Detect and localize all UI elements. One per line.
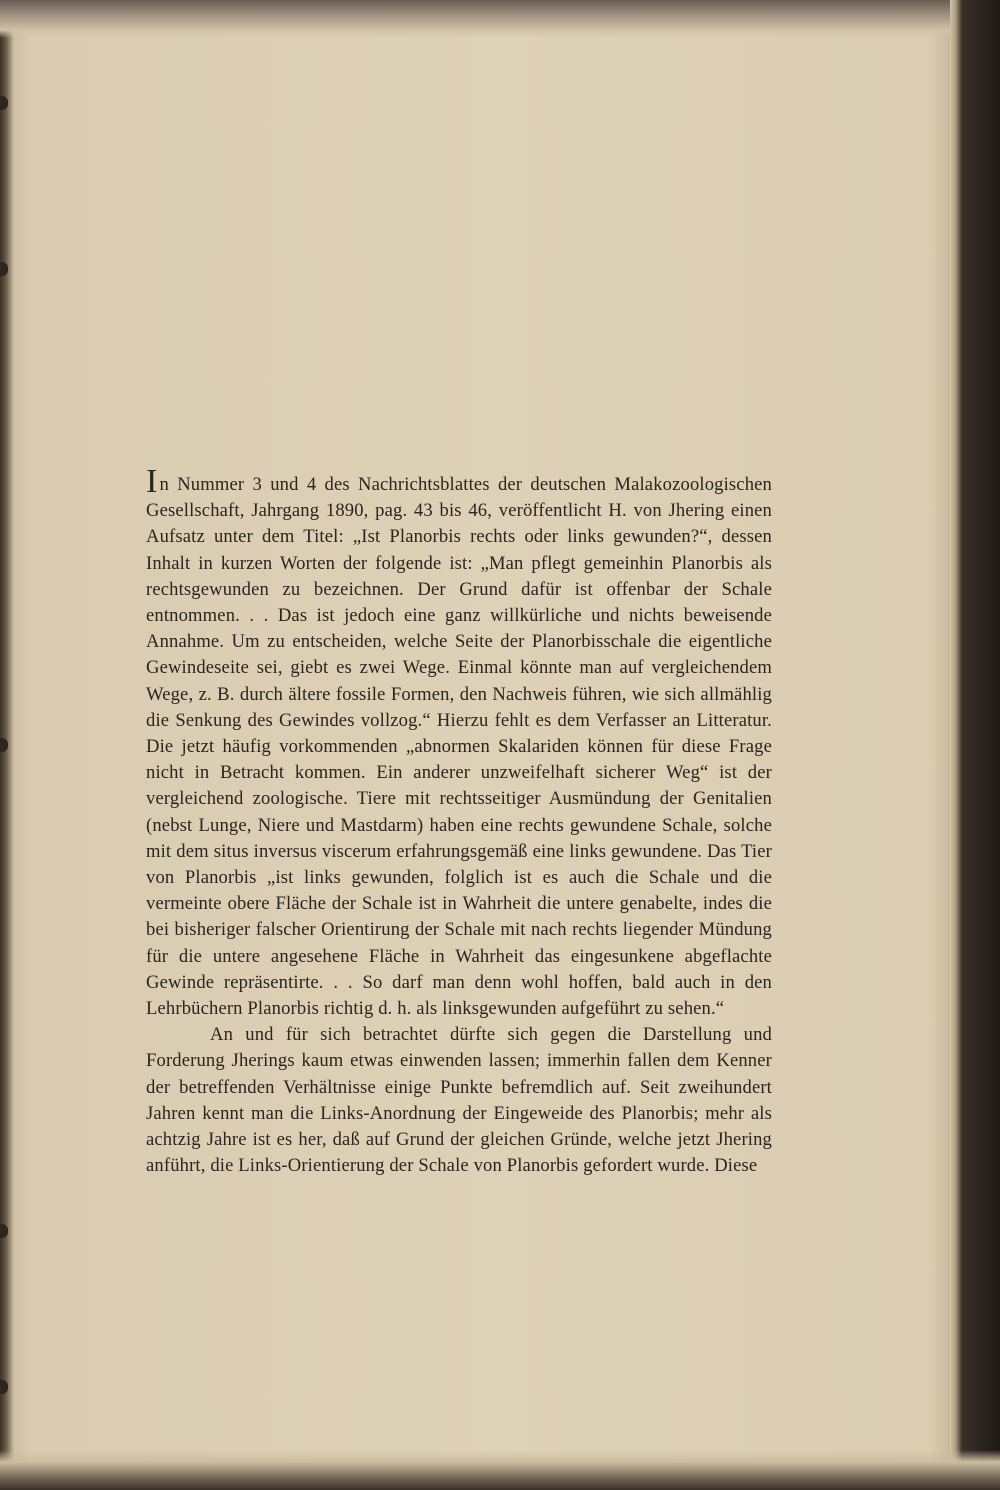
binding-thread-mark xyxy=(0,96,8,110)
initial-letter: I xyxy=(146,463,158,500)
page-bottom-edge xyxy=(0,1450,1000,1490)
body-text xyxy=(146,463,772,1179)
paragraph-2: An und für sich betrachtet dürfte sich gegen die Darstellung und Forderung Jherings kaum etwas einwenden lassen; immerhin fallen dem Kenner der betreffenden Verhältnisse einige Punkte befremdlich auf. Seit zweihundert Jahren kennt man die Links-Anordnung der Eingeweide des Planorbis; mehr als achtzig Jahre ist es her, daß auf Grund der gleichen Gründe, welche jetzt Jhering anführt, die Links-Orientierung der Schale von Planorbis gefordert wurde. Diese xyxy=(146,1024,772,1177)
page-top-edge xyxy=(0,0,1000,38)
binding-thread-mark xyxy=(0,1224,8,1238)
binding-thread-mark xyxy=(0,738,8,752)
paragraph-1 xyxy=(146,463,772,1022)
book-cover-edge xyxy=(950,0,1000,1490)
binding-thread-mark xyxy=(0,1380,8,1394)
binding-thread-mark xyxy=(0,262,8,276)
paragraph-1-text: n Nummer 3 und 4 des Nachrichtsblattes der deutschen Malakozoologischen Gesellschaft, Jahrgang 1890, pag. 43 bis 46, veröffentlicht H. von Jhering einen Aufsatz unter dem Titel: „Ist Planorbis rechts oder links gewunden?“, dessen Inhalt in kurzen Worten der folgende ist: „Man pflegt gemeinhin Planorbis als rechtsgewunden zu bezeichnen. Der Grund dafür ist offenbar der Schale entnommen. . . Das ist jedoch eine ganz willkürliche und nichts beweisende Annahme. Um zu entscheiden, welche Seite der Planorbisschale die eigentliche Gewindeseite sei, giebt es zwei Wege. Einmal könnte man auf vergleichendem Wege, z. B. durch ältere fossile Formen, den Nachweis führen, wie sich allmählig die Senkung des Gewindes vollzog.“ Hierzu fehlt es dem Verfasser an Litteratur. Die jetzt häufig vorkommenden „abnormen Skalariden können für diese Frage nicht in Betracht kommen. Ein anderer unzweifelhaft sicherer Weg“ ist der vergleichend zoologische. Tiere mit rechtsseitiger Ausmündung der Genitalien (nebst Lunge, Niere und Mastdarm) haben eine rechts gewundene Schale, solche mit dem situs inversus viscerum erfahrungsgemäß eine links gewundene. Das Tier von Planorbis „ist links gewunden, folglich ist es auch die Schale und die vermeinte obere Fläche der Schale ist in Wahrheit die untere genabelte, indes die bei bisheriger falscher Orientirung der Schale mit nach rechts liegender Mündung für die untere angesehene Fläche in Wahrheit das eingesunkene abgeflachte Gewinde repräsentirte. . . So darf man denn wohl hoffen, bald auch in den Lehrbüchern Planorbis richtig d. h. als linksgewunden aufgeführt zu sehen.“ xyxy=(146,474,772,1020)
